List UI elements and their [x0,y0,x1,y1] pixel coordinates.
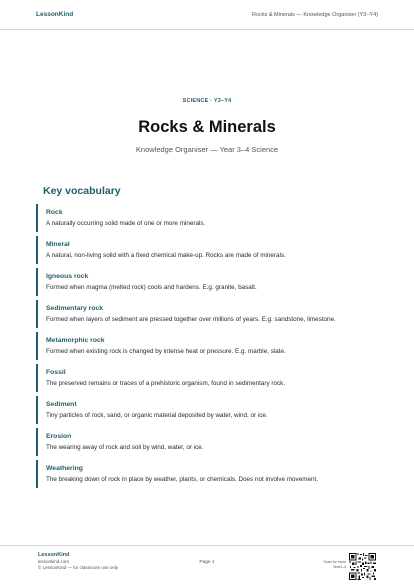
header-brand: LessonKind [36,11,74,18]
vocabulary-list [36,204,378,492]
vocabulary-term: Erosion [46,433,72,440]
page-header [0,0,414,30]
subject-kicker: SCIENCE · Y3–Y4 [182,98,232,104]
vocabulary-term: Sediment [46,401,77,408]
header-running-title: Rocks & Minerals — Knowledge Organiser (Y3–Y4) [252,11,378,18]
qr-code-icon [349,553,376,580]
vocabulary-term: Rock [46,209,63,216]
vocabulary-term: Sedimentary rock [46,305,104,312]
vocabulary-entry [36,364,378,392]
page-title: Rocks & Minerals [138,118,276,136]
vocabulary-entry [36,204,378,232]
vocabulary-definition: A natural, non-living solid with a fixed chemical make-up. Rocks are made of minerals. [46,252,286,259]
vocabulary-entry [36,460,378,488]
vocabulary-definition: The wearing away of rock and soil by wind, water, or ice. [46,444,204,451]
page-footer [0,545,414,585]
vocabulary-term: Igneous rock [46,273,89,280]
vocabulary-entry [36,268,378,296]
vocabulary-definition: Formed when layers of sediment are pressed together over millions of years. E.g. sandstone, limestone. [46,316,336,323]
vocabulary-term: Metamorphic rock [46,337,105,344]
footer-brand: LessonKind [38,552,70,558]
vocabulary-definition: Formed when magma (melted rock) cools and hardens. E.g. granite, basalt. [46,284,257,291]
vocabulary-definition: A naturally occurring solid made of one or more minerals. [46,220,206,227]
vocabulary-entry [36,332,378,360]
page-subtitle: Knowledge Organiser — Year 3–4 Science [135,145,279,154]
vocabulary-heading: Key vocabulary [43,185,121,197]
vocabulary-term: Mineral [46,241,70,248]
footer-copyright: © LessonKind — for classroom use only [38,565,119,570]
vocabulary-entry [36,300,378,328]
vocabulary-definition: The breaking down of rock in place by weather, plants, or chemicals. Does not involve movement. [46,476,318,483]
vocabulary-definition: Formed when existing rock is changed by intense heat or pressure. E.g. marble, slate. [46,348,286,355]
vocabulary-entry [36,236,378,264]
vocabulary-definition: Tiny particles of rock, sand, or organic material deposited by water, wind, or ice. [46,412,268,419]
vocabulary-definition: The preserved remains or traces of a prehistoric organism, found in sedimentary rock. [46,380,286,387]
footer-site: lessonkind.com [38,559,70,564]
vocabulary-term: Fossil [46,369,66,376]
vocabulary-entry [36,428,378,456]
vocabulary-term: Weathering [46,465,83,472]
scan-caption: Scan for more Year3–4 [323,560,346,569]
vocabulary-entry [36,396,378,424]
page-number: Page 1 [199,560,215,565]
